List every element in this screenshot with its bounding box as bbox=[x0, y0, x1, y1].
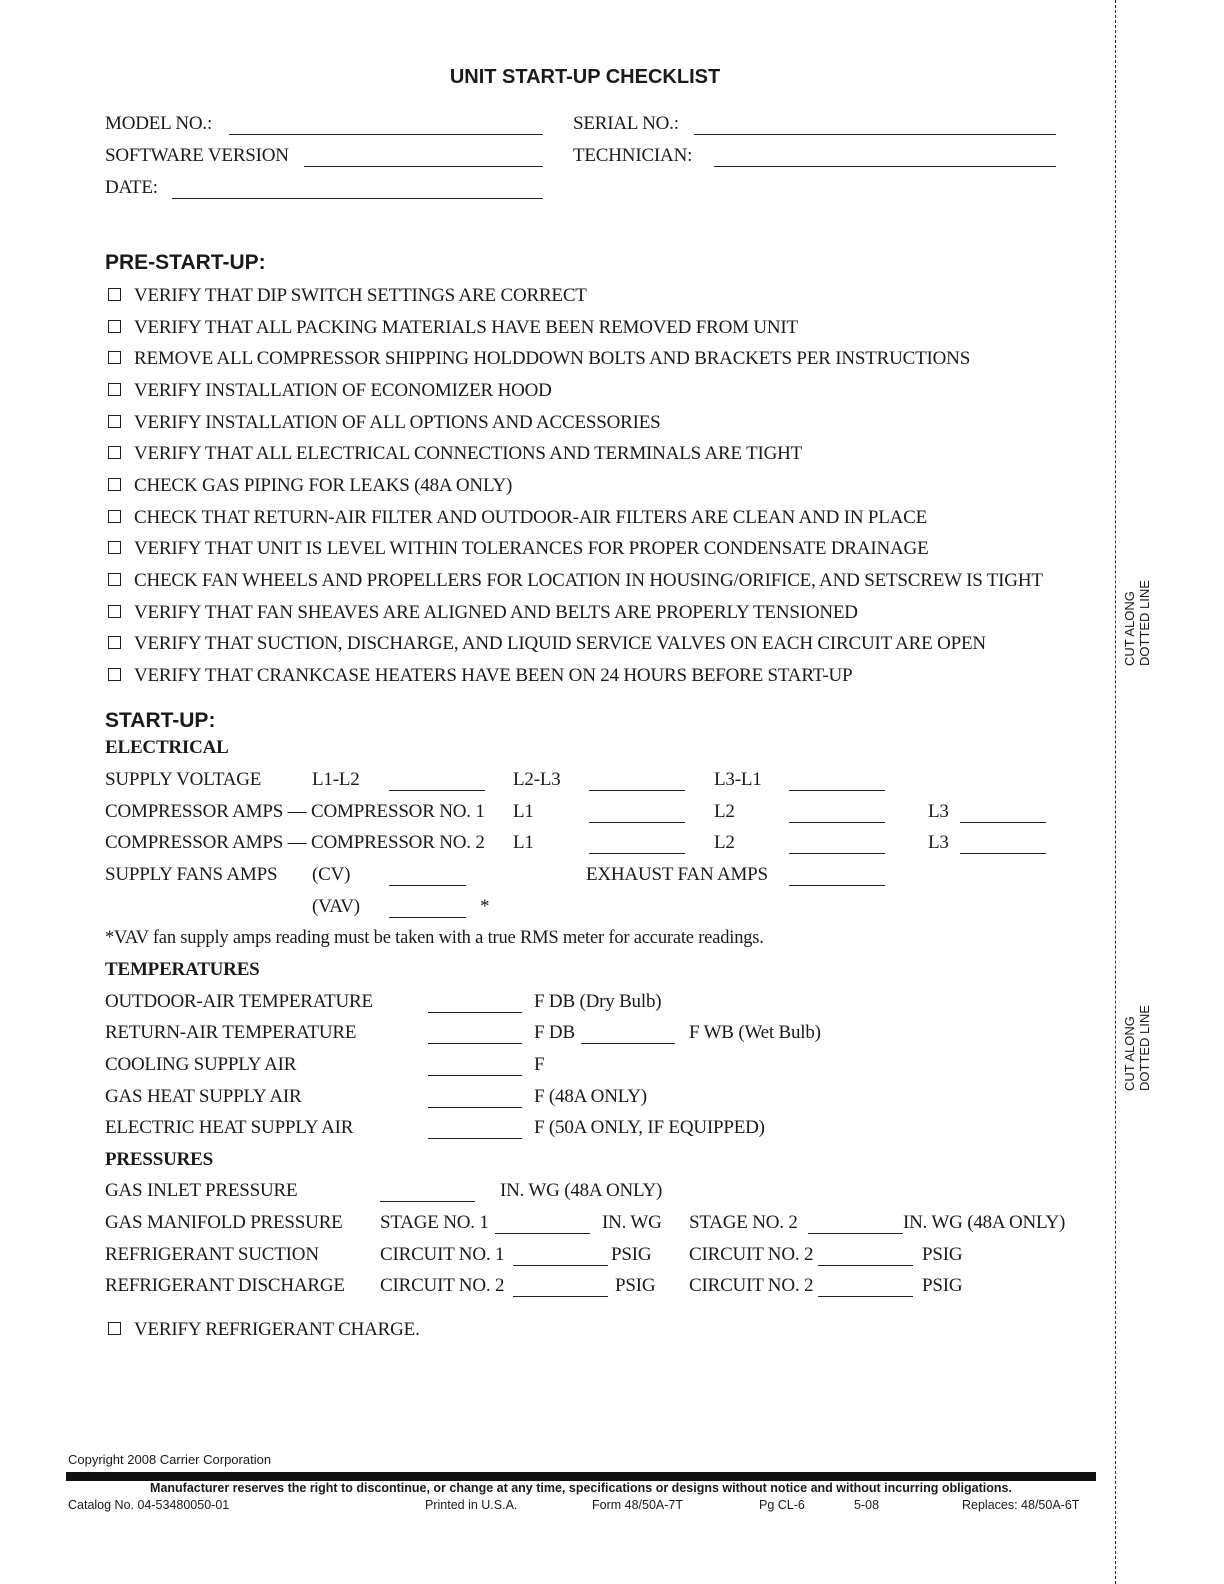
serial-no-field[interactable] bbox=[694, 134, 1056, 135]
checklist-item-label: VERIFY INSTALLATION OF ECONOMIZER HOOD bbox=[134, 380, 552, 401]
checklist-item[interactable] bbox=[108, 507, 927, 529]
discharge-circuit-b-unit: PSIG bbox=[922, 1275, 963, 1296]
l3-l1-label: L3-L1 bbox=[714, 769, 762, 790]
checklist-item-label: CHECK GAS PIPING FOR LEAKS (48A ONLY) bbox=[134, 475, 513, 496]
cooling-supply-air-field[interactable] bbox=[428, 1075, 522, 1076]
stage1-label: STAGE NO. 1 bbox=[380, 1212, 489, 1233]
checkbox[interactable] bbox=[108, 636, 121, 649]
gas-manifold-pressure-label: GAS MANIFOLD PRESSURE bbox=[105, 1212, 343, 1233]
refrigerant-discharge-label: REFRIGERANT DISCHARGE bbox=[105, 1275, 345, 1296]
electric-heat-supply-air-field[interactable] bbox=[428, 1138, 522, 1139]
outdoor-air-temp-unit: F DB (Dry Bulb) bbox=[534, 991, 662, 1012]
gas-heat-supply-air-field[interactable] bbox=[428, 1107, 522, 1108]
comp1-l1-label: L1 bbox=[513, 801, 534, 822]
checkbox[interactable] bbox=[108, 510, 121, 523]
checklist-item[interactable] bbox=[108, 317, 798, 339]
comp1-l3-field[interactable] bbox=[960, 822, 1046, 823]
checkbox[interactable] bbox=[108, 478, 121, 491]
date-field[interactable] bbox=[172, 198, 543, 199]
vav-asterisk: * bbox=[480, 896, 490, 917]
comp2-l2-label: L2 bbox=[714, 832, 735, 853]
suction-circuit1-unit: PSIG bbox=[611, 1244, 652, 1265]
page-title: UNIT START-UP CHECKLIST bbox=[449, 66, 721, 88]
suction-circuit1-label: CIRCUIT NO. 1 bbox=[380, 1244, 505, 1265]
stage2-field[interactable] bbox=[808, 1233, 903, 1234]
gas-inlet-pressure-field[interactable] bbox=[380, 1201, 475, 1202]
checklist-item[interactable] bbox=[108, 602, 858, 624]
refrigerant-suction-label: REFRIGERANT SUCTION bbox=[105, 1244, 319, 1265]
cut-along-label-upper: CUT ALONG DOTTED LINE bbox=[1122, 580, 1152, 666]
date-label: DATE: bbox=[105, 177, 158, 198]
footer-rule bbox=[66, 1472, 1096, 1481]
discharge-circuit-a-unit: PSIG bbox=[615, 1275, 656, 1296]
checkbox[interactable] bbox=[108, 383, 121, 396]
checklist-item-label: VERIFY THAT ALL PACKING MATERIALS HAVE BEEN REMOVED FROM UNIT bbox=[134, 317, 798, 338]
software-version-label: SOFTWARE VERSION bbox=[105, 145, 289, 166]
discharge-circuit-b-label: CIRCUIT NO. 2 bbox=[689, 1275, 814, 1296]
return-air-temp-label: RETURN-AIR TEMPERATURE bbox=[105, 1022, 357, 1043]
checklist-item[interactable] bbox=[108, 380, 552, 402]
comp2-l1-field[interactable] bbox=[589, 853, 685, 854]
electric-heat-supply-air-unit: F (50A ONLY, IF EQUIPPED) bbox=[534, 1117, 765, 1138]
cut-dotted-line bbox=[1115, 0, 1116, 1584]
checklist-item-label: REMOVE ALL COMPRESSOR SHIPPING HOLDDOWN BOLTS AND BRACKETS PER INSTRUCTIONS bbox=[134, 348, 971, 369]
model-no-field[interactable] bbox=[229, 134, 543, 135]
pre-startup-heading: PRE-START-UP: bbox=[105, 251, 266, 274]
copyright: Copyright 2008 Carrier Corporation bbox=[68, 1452, 272, 1467]
checkbox[interactable] bbox=[108, 288, 121, 301]
l1-l2-label: L1-L2 bbox=[312, 769, 360, 790]
catalog-number: Catalog No. 04-53480050-01 bbox=[68, 1498, 230, 1512]
checkbox[interactable] bbox=[108, 1322, 121, 1335]
checkbox[interactable] bbox=[108, 541, 121, 554]
disclaimer: Manufacturer reserves the right to discontinue, or change at any time, specifications or designs without notice and without incurring obligations. bbox=[150, 1481, 1012, 1495]
form-number: Form 48/50A-7T bbox=[592, 1498, 684, 1512]
checklist-item[interactable] bbox=[108, 412, 661, 434]
exhaust-fan-amps-label: EXHAUST FAN AMPS bbox=[586, 864, 768, 885]
cv-label: (CV) bbox=[312, 864, 351, 885]
outdoor-air-temp-field[interactable] bbox=[428, 1012, 522, 1013]
comp1-amps-label: COMPRESSOR AMPS — COMPRESSOR NO. 1 bbox=[105, 801, 485, 822]
checkbox[interactable] bbox=[108, 446, 121, 459]
checklist-item[interactable] bbox=[108, 538, 928, 560]
checkbox[interactable] bbox=[108, 668, 121, 681]
comp2-l3-field[interactable] bbox=[960, 853, 1046, 854]
vav-label: (VAV) bbox=[312, 896, 360, 917]
checklist-item-label: VERIFY THAT ALL ELECTRICAL CONNECTIONS AND TERMINALS ARE TIGHT bbox=[134, 443, 803, 464]
serial-no-label: SERIAL NO.: bbox=[573, 113, 679, 134]
gas-heat-supply-air-label: GAS HEAT SUPPLY AIR bbox=[105, 1086, 302, 1107]
supply-fans-amps-label: SUPPLY FANS AMPS bbox=[105, 864, 278, 885]
return-air-wb-unit: F WB (Wet Bulb) bbox=[689, 1022, 821, 1043]
return-air-wb-field[interactable] bbox=[581, 1043, 675, 1044]
checkbox[interactable] bbox=[108, 415, 121, 428]
discharge-circuit-a-label: CIRCUIT NO. 2 bbox=[380, 1275, 505, 1296]
suction-circuit2-label: CIRCUIT NO. 2 bbox=[689, 1244, 814, 1265]
l2-l3-label: L2-L3 bbox=[513, 769, 561, 790]
electrical-heading: ELECTRICAL bbox=[105, 737, 229, 758]
cv-field[interactable] bbox=[389, 885, 466, 886]
verify-refrigerant-charge-label: VERIFY REFRIGERANT CHARGE. bbox=[134, 1319, 420, 1340]
checklist-item[interactable] bbox=[108, 348, 970, 370]
discharge-circuit-b-field[interactable] bbox=[818, 1296, 913, 1297]
outdoor-air-temp-label: OUTDOOR-AIR TEMPERATURE bbox=[105, 991, 373, 1012]
vav-field[interactable] bbox=[389, 917, 466, 918]
technician-field[interactable] bbox=[714, 166, 1056, 167]
comp2-l3-label: L3 bbox=[928, 832, 949, 853]
technician-label: TECHNICIAN: bbox=[573, 145, 693, 166]
vav-note: *VAV fan supply amps reading must be taken with a true RMS meter for accurate readings. bbox=[105, 928, 764, 948]
checklist-item-label: CHECK FAN WHEELS AND PROPELLERS FOR LOCATION IN HOUSING/ORIFICE, AND SETSCREW IS TIGHT bbox=[134, 570, 1043, 591]
suction-circuit2-unit: PSIG bbox=[922, 1244, 963, 1265]
checklist-item-label: VERIFY THAT FAN SHEAVES ARE ALIGNED AND BELTS ARE PROPERLY TENSIONED bbox=[134, 602, 858, 623]
gas-inlet-pressure-unit: IN. WG (48A ONLY) bbox=[500, 1180, 663, 1201]
model-no-label: MODEL NO.: bbox=[105, 113, 213, 134]
checklist-item-label: VERIFY THAT DIP SWITCH SETTINGS ARE CORRECT bbox=[134, 285, 587, 306]
l1-l2-field[interactable] bbox=[389, 790, 485, 791]
print-date: 5-08 bbox=[854, 1498, 880, 1512]
exhaust-fan-field[interactable] bbox=[789, 885, 885, 886]
supply-voltage-label: SUPPLY VOLTAGE bbox=[105, 769, 262, 790]
checklist-item-label: VERIFY THAT SUCTION, DISCHARGE, AND LIQUID SERVICE VALVES ON EACH CIRCUIT ARE OPEN bbox=[134, 633, 986, 654]
temperatures-heading: TEMPERATURES bbox=[105, 959, 260, 980]
printed-in: Printed in U.S.A. bbox=[425, 1498, 518, 1512]
page-number: Pg CL-6 bbox=[759, 1498, 805, 1512]
checklist-item[interactable] bbox=[108, 633, 986, 655]
replaces: Replaces: 48/50A-6T bbox=[962, 1498, 1080, 1512]
gas-inlet-pressure-label: GAS INLET PRESSURE bbox=[105, 1180, 298, 1201]
stage2-label: STAGE NO. 2 bbox=[689, 1212, 798, 1233]
checkbox[interactable] bbox=[108, 573, 121, 586]
cut-along-label-lower: CUT ALONG DOTTED LINE bbox=[1122, 1005, 1152, 1091]
checklist-item[interactable] bbox=[108, 665, 852, 687]
return-air-db-unit: F DB bbox=[534, 1022, 575, 1043]
startup-heading: START-UP: bbox=[105, 709, 216, 732]
comp2-l2-field[interactable] bbox=[789, 853, 885, 854]
suction-circuit1-field[interactable] bbox=[513, 1265, 608, 1266]
checklist-item[interactable] bbox=[108, 570, 1043, 592]
verify-refrigerant-charge-item[interactable] bbox=[108, 1319, 420, 1341]
software-version-field[interactable] bbox=[304, 166, 543, 167]
comp1-l2-field[interactable] bbox=[789, 822, 885, 823]
l3-l1-field[interactable] bbox=[789, 790, 885, 791]
checklist-item-label: VERIFY THAT UNIT IS LEVEL WITHIN TOLERANCES FOR PROPER CONDENSATE DRAINAGE bbox=[134, 538, 929, 559]
suction-circuit2-field[interactable] bbox=[818, 1265, 913, 1266]
checklist-item[interactable] bbox=[108, 285, 587, 307]
checklist-item[interactable] bbox=[108, 475, 512, 497]
pressures-heading: PRESSURES bbox=[105, 1149, 214, 1170]
checklist-item-label: CHECK THAT RETURN-AIR FILTER AND OUTDOOR-AIR FILTERS ARE CLEAN AND IN PLACE bbox=[134, 507, 928, 528]
stage1-field[interactable] bbox=[495, 1233, 590, 1234]
comp1-l1-field[interactable] bbox=[589, 822, 685, 823]
comp2-l1-label: L1 bbox=[513, 832, 534, 853]
checkbox[interactable] bbox=[108, 605, 121, 618]
checklist-item-label: VERIFY INSTALLATION OF ALL OPTIONS AND ACCESSORIES bbox=[134, 412, 661, 433]
electric-heat-supply-air-label: ELECTRIC HEAT SUPPLY AIR bbox=[105, 1117, 354, 1138]
cooling-supply-air-unit: F bbox=[534, 1054, 545, 1075]
stage2-unit: IN. WG (48A ONLY) bbox=[903, 1212, 1066, 1233]
checkbox[interactable] bbox=[108, 320, 121, 333]
comp1-l2-label: L2 bbox=[714, 801, 735, 822]
l2-l3-field[interactable] bbox=[589, 790, 685, 791]
checklist-item[interactable] bbox=[108, 443, 802, 465]
return-air-db-field[interactable] bbox=[428, 1043, 522, 1044]
comp2-amps-label: COMPRESSOR AMPS — COMPRESSOR NO. 2 bbox=[105, 832, 485, 853]
checkbox[interactable] bbox=[108, 351, 121, 364]
checklist-item-label: VERIFY THAT CRANKCASE HEATERS HAVE BEEN ON 24 HOURS BEFORE START-UP bbox=[134, 665, 853, 686]
cooling-supply-air-label: COOLING SUPPLY AIR bbox=[105, 1054, 297, 1075]
comp1-l3-label: L3 bbox=[928, 801, 949, 822]
stage1-unit: IN. WG bbox=[602, 1212, 662, 1233]
discharge-circuit-a-field[interactable] bbox=[513, 1296, 608, 1297]
gas-heat-supply-air-unit: F (48A ONLY) bbox=[534, 1086, 647, 1107]
